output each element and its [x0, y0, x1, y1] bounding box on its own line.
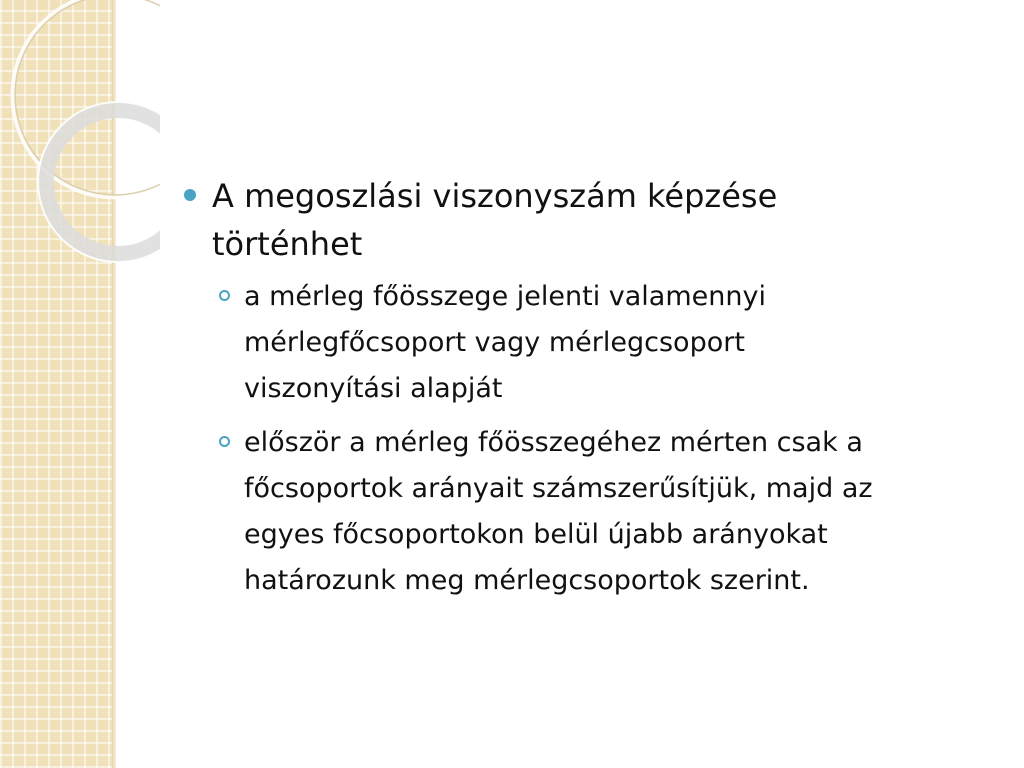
sub-bullet-2-line-4: határozunk meg mérlegcsoportok szerint.: [244, 565, 810, 596]
sub-bullet-2-line-1: először a mérleg főösszegéhez mérten csak a: [244, 427, 863, 458]
filled-circle-bullet-icon: [184, 189, 196, 201]
hollow-circle-bullet-icon: [219, 290, 230, 301]
sub-bullet-1-line-1: a mérleg főösszege jelenti valamennyi: [244, 281, 766, 312]
sub-bullet-1-line-3: viszonyítási alapját: [244, 373, 503, 404]
sub-bullet-1: [180, 274, 980, 412]
sub-bullet-2-line-3: egyes főcsoportokon belül újabb arányokat: [244, 519, 828, 550]
main-bullet-line-1: A megoszlási viszonyszám képzése: [212, 177, 778, 215]
main-bullet-line-2: történhet: [212, 225, 363, 263]
sub-bullet-1-line-2: mérlegfőcsoport vagy mérlegcsoport: [244, 327, 745, 358]
sub-bullet-2: [180, 420, 980, 604]
main-bullet: [180, 172, 980, 268]
decorative-rings: [0, 0, 160, 330]
sub-bullet-2-line-2: főcsoportok arányait számszerűsítjük, majd az: [244, 473, 873, 504]
hollow-circle-bullet-icon: [219, 436, 230, 447]
slide-content: [180, 172, 980, 612]
